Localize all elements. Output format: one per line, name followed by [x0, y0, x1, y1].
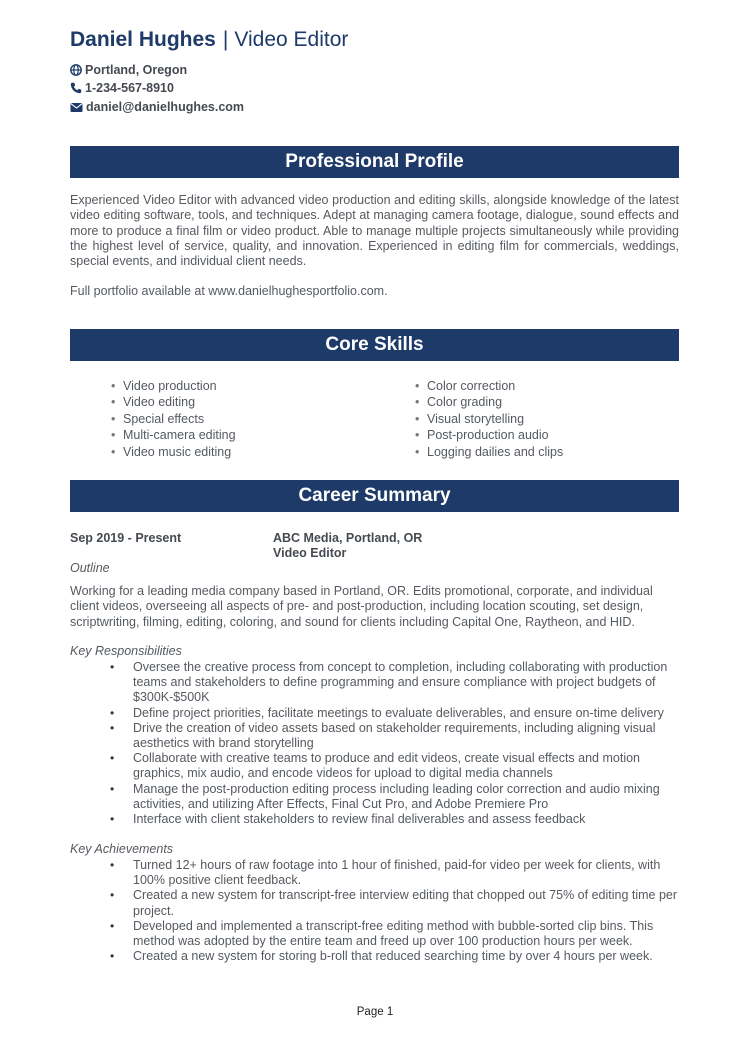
portfolio-text: Full portfolio available at www.danielhughesportfolio.com.	[70, 284, 388, 298]
list-item: • Define project priorities, facilitate meetings to evaluate deliverables, and ensure on-time delivery	[110, 706, 682, 721]
skill-item: • Post-production audio	[415, 427, 563, 443]
skill-item: • Video music editing	[111, 444, 236, 460]
skill-item: • Visual storytelling	[415, 411, 563, 427]
list-item: • Created a new system for storing b-roll that reduced searching time by over 4 hours per week.	[110, 949, 682, 964]
outline-label: Outline	[70, 561, 110, 575]
skill-item: • Video production	[111, 378, 236, 394]
skills-list-right	[415, 378, 563, 460]
page-number: Page 1	[356, 1006, 394, 1018]
skills-heading: Core Skills	[70, 329, 679, 361]
list-item: • Manage the post-production editing process including leading color correction and audio mixing activities, and utilizing After Effects, Final Cut Pro, and Adobe Premiere Pro	[110, 782, 682, 812]
profile-heading: Professional Profile	[70, 146, 679, 178]
contact-email	[70, 100, 244, 114]
person-name: Daniel Hughes	[70, 28, 216, 51]
responsibilities-list	[110, 660, 682, 827]
list-item: • Collaborate with creative teams to produce and edit videos, create visual effects and motion graphics, mix audio, and encode videos for upload to digital media channels	[110, 751, 682, 781]
contact-location	[70, 63, 187, 77]
profile-text: Experienced Video Editor with advanced video production and editing skills, alongside knowledge of the latest video editing software, tools, and techniques. Adept at managing camera footage, dialogue, sound effects and more to produce a final film or video product. Able to manage multiple projects simultaneously while providing the highest level of service, quality, and innovation. Experienced in editing film for commercials, weddings, special events, and individual client needs.	[70, 193, 679, 269]
contact-phone	[70, 81, 174, 95]
list-item: • Created a new system for transcript-free interview editing that chopped out 75% of editing time per project.	[110, 888, 682, 918]
list-item: • Drive the creation of video assets based on stakeholder requirements, including aligning visual aesthetics with brand storytelling	[110, 721, 682, 751]
responsibilities-label: Key Responsibilities	[70, 644, 182, 658]
job-role: Video Editor	[273, 546, 347, 560]
achievements-label: Key Achievements	[70, 842, 174, 856]
phone-text: 1-234-567-8910	[85, 81, 174, 95]
skill-item: • Special effects	[111, 411, 236, 427]
skill-item: • Color correction	[415, 378, 563, 394]
skill-item: • Multi-camera editing	[111, 427, 236, 443]
list-item: • Oversee the creative process from concept to completion, including collaborating with production teams and stakeholders to define programming and ensure compliance with project budgets of $300K-$500K	[110, 660, 682, 706]
outline-text: Working for a leading media company based in Portland, OR. Edits promotional, corporate, and individual client videos, overseeing all aspects of pre- and post-production, including location scouting, set design, scriptwriting, filming, editing, coloring, and sound for clients including Capital One, Raytheon, and HID.	[70, 584, 653, 629]
skill-item: • Video editing	[111, 394, 236, 410]
career-heading: Career Summary	[70, 480, 679, 512]
job-title: Video Editor	[234, 28, 349, 51]
location-text: Portland, Oregon	[85, 63, 188, 77]
globe-icon	[70, 64, 82, 76]
header-name-line	[70, 28, 348, 52]
job-company: ABC Media, Portland, OR	[273, 531, 423, 545]
job-dates: Sep 2019 - Present	[70, 531, 182, 545]
list-item: • Developed and implemented a transcript-free editing method with bubble-sorted clip bins. This method was adopted by the entire team and freed up over 100 production hours per week.	[110, 919, 682, 949]
phone-icon	[70, 82, 82, 94]
achievements-list	[110, 858, 682, 964]
job-company-block	[273, 531, 422, 561]
email-text: daniel@danielhughes.com	[86, 100, 245, 114]
skill-item: • Logging dailies and clips	[415, 444, 563, 460]
list-item: • Turned 12+ hours of raw footage into 1 hour of finished, paid-for video per week for clients, with 100% positive client feedback.	[110, 858, 682, 888]
list-item: • Interface with client stakeholders to review final deliverables and assess feedback	[110, 812, 682, 827]
skill-item: • Color grading	[415, 394, 563, 410]
skills-list-left	[111, 378, 236, 460]
envelope-icon	[70, 102, 83, 113]
title-separator: |	[222, 28, 229, 51]
